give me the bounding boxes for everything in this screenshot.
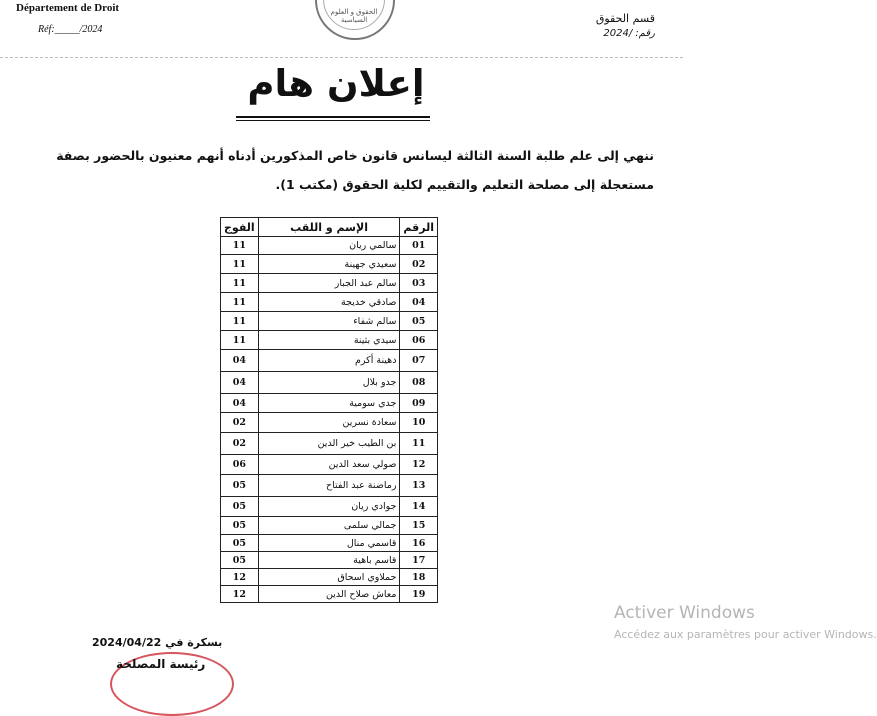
table-row xyxy=(221,535,438,552)
group-cell: 11 xyxy=(221,293,259,312)
group-cell: 04 xyxy=(221,372,259,394)
student-name-cell: سعادة نسرين xyxy=(258,413,400,433)
group-cell: 12 xyxy=(221,569,259,586)
group-cell: 12 xyxy=(221,586,259,603)
row-number-cell: 17 xyxy=(400,552,438,569)
student-name-cell: جدي سومية xyxy=(258,394,400,413)
table-row xyxy=(221,237,438,255)
title-underline-thin xyxy=(236,120,430,121)
row-number-cell: 02 xyxy=(400,255,438,274)
group-cell: 05 xyxy=(221,552,259,569)
table-row xyxy=(221,433,438,455)
student-name-cell: معاش صلاح الدين xyxy=(258,586,400,603)
seal-text: الحقوق و العلوم السياسية xyxy=(330,8,378,24)
row-number-cell: 13 xyxy=(400,475,438,497)
student-name-cell: سعيدي جهينة xyxy=(258,255,400,274)
activation-watermark-title: Activer Windows xyxy=(614,603,755,623)
student-name-cell: جمالي سلمى xyxy=(258,517,400,535)
student-roster-table xyxy=(220,217,438,603)
activation-watermark-subtitle: Accédez aux paramètres pour activer Windows. xyxy=(614,628,877,641)
table-row xyxy=(221,517,438,535)
row-number-cell: 08 xyxy=(400,372,438,394)
row-number-cell: 01 xyxy=(400,237,438,255)
table-row xyxy=(221,475,438,497)
header-divider xyxy=(0,57,683,58)
place-and-date: بسكرة في 2024/04/22 xyxy=(92,636,223,649)
group-cell: 05 xyxy=(221,517,259,535)
department-name-fr: Département de Droit xyxy=(16,2,120,14)
student-name-cell: جوادي ريان xyxy=(258,497,400,517)
row-number-cell: 15 xyxy=(400,517,438,535)
student-name-cell: رماضنة عبد الفتاح xyxy=(258,475,400,497)
table-row xyxy=(221,350,438,372)
group-cell: 05 xyxy=(221,475,259,497)
group-cell: 04 xyxy=(221,394,259,413)
group-cell: 02 xyxy=(221,413,259,433)
notice-paragraph: ننهي إلى علم طلبة السنة الثالثة ليسانس قانون خاص المذكورين أدناه أنهم معنيون بالحضور بصفة مستعجلة إلى مصلحة التعليم والتقييم لكلية الحقوق (مكتب 1). xyxy=(56,148,654,192)
row-number-cell: 09 xyxy=(400,394,438,413)
student-name-cell: سالم عبد الجبار xyxy=(258,274,400,293)
group-cell: 11 xyxy=(221,312,259,331)
row-number-cell: 03 xyxy=(400,274,438,293)
group-cell: 04 xyxy=(221,350,259,372)
table-row xyxy=(221,312,438,331)
table-row xyxy=(221,455,438,475)
table-row xyxy=(221,255,438,274)
row-number-cell: 16 xyxy=(400,535,438,552)
row-number-cell: 12 xyxy=(400,455,438,475)
group-cell: 11 xyxy=(221,237,259,255)
row-number-cell: 06 xyxy=(400,331,438,350)
table-row xyxy=(221,372,438,394)
table-header-row xyxy=(221,218,438,237)
student-name-cell: بن الطيب خير الدين xyxy=(258,433,400,455)
group-cell: 11 xyxy=(221,255,259,274)
row-number-cell: 18 xyxy=(400,569,438,586)
column-header-name: الإسم و اللقب xyxy=(258,218,400,237)
group-cell: 05 xyxy=(221,497,259,517)
table-row xyxy=(221,552,438,569)
group-cell: 05 xyxy=(221,535,259,552)
table-row xyxy=(221,586,438,603)
row-number-cell: 10 xyxy=(400,413,438,433)
table-body xyxy=(221,237,438,603)
student-name-cell: سالم شفاء xyxy=(258,312,400,331)
row-number-cell: 04 xyxy=(400,293,438,312)
title-underline xyxy=(236,116,430,118)
group-cell: 11 xyxy=(221,274,259,293)
student-name-cell: دهينة أكرم xyxy=(258,350,400,372)
group-cell: 11 xyxy=(221,331,259,350)
column-header-number: الرقم xyxy=(400,218,438,237)
faculty-seal-icon xyxy=(315,0,395,40)
student-name-cell: جدو بلال xyxy=(258,372,400,394)
student-name-cell: صولي سعد الدين xyxy=(258,455,400,475)
row-number-cell: 07 xyxy=(400,350,438,372)
table-row xyxy=(221,569,438,586)
student-name-cell: حملاوي اسحاق xyxy=(258,569,400,586)
student-name-cell: قاسمي منال xyxy=(258,535,400,552)
table-row xyxy=(221,274,438,293)
table-row xyxy=(221,413,438,433)
row-number-cell: 19 xyxy=(400,586,438,603)
group-cell: 06 xyxy=(221,455,259,475)
group-cell: 02 xyxy=(221,433,259,455)
column-header-group: الفوج xyxy=(221,218,259,237)
student-name-cell: سيدي بثينة xyxy=(258,331,400,350)
row-number-cell: 14 xyxy=(400,497,438,517)
head-of-service-signature: رئيسة المصلحة xyxy=(116,657,206,671)
reference-number-fr: Réf:_____/2024 xyxy=(38,24,103,35)
student-name-cell: قاسم باهية xyxy=(258,552,400,569)
department-name-ar: قسم الحقوق xyxy=(595,12,655,25)
student-name-cell: صادقي خديجة xyxy=(258,293,400,312)
row-number-cell: 11 xyxy=(400,433,438,455)
table-row xyxy=(221,331,438,350)
page-title: إعلان هام xyxy=(247,62,425,105)
table-row xyxy=(221,497,438,517)
reference-number-ar: رقم: /2024 xyxy=(603,28,655,39)
student-name-cell: سالمي ريان xyxy=(258,237,400,255)
table-row xyxy=(221,293,438,312)
row-number-cell: 05 xyxy=(400,312,438,331)
table-row xyxy=(221,394,438,413)
